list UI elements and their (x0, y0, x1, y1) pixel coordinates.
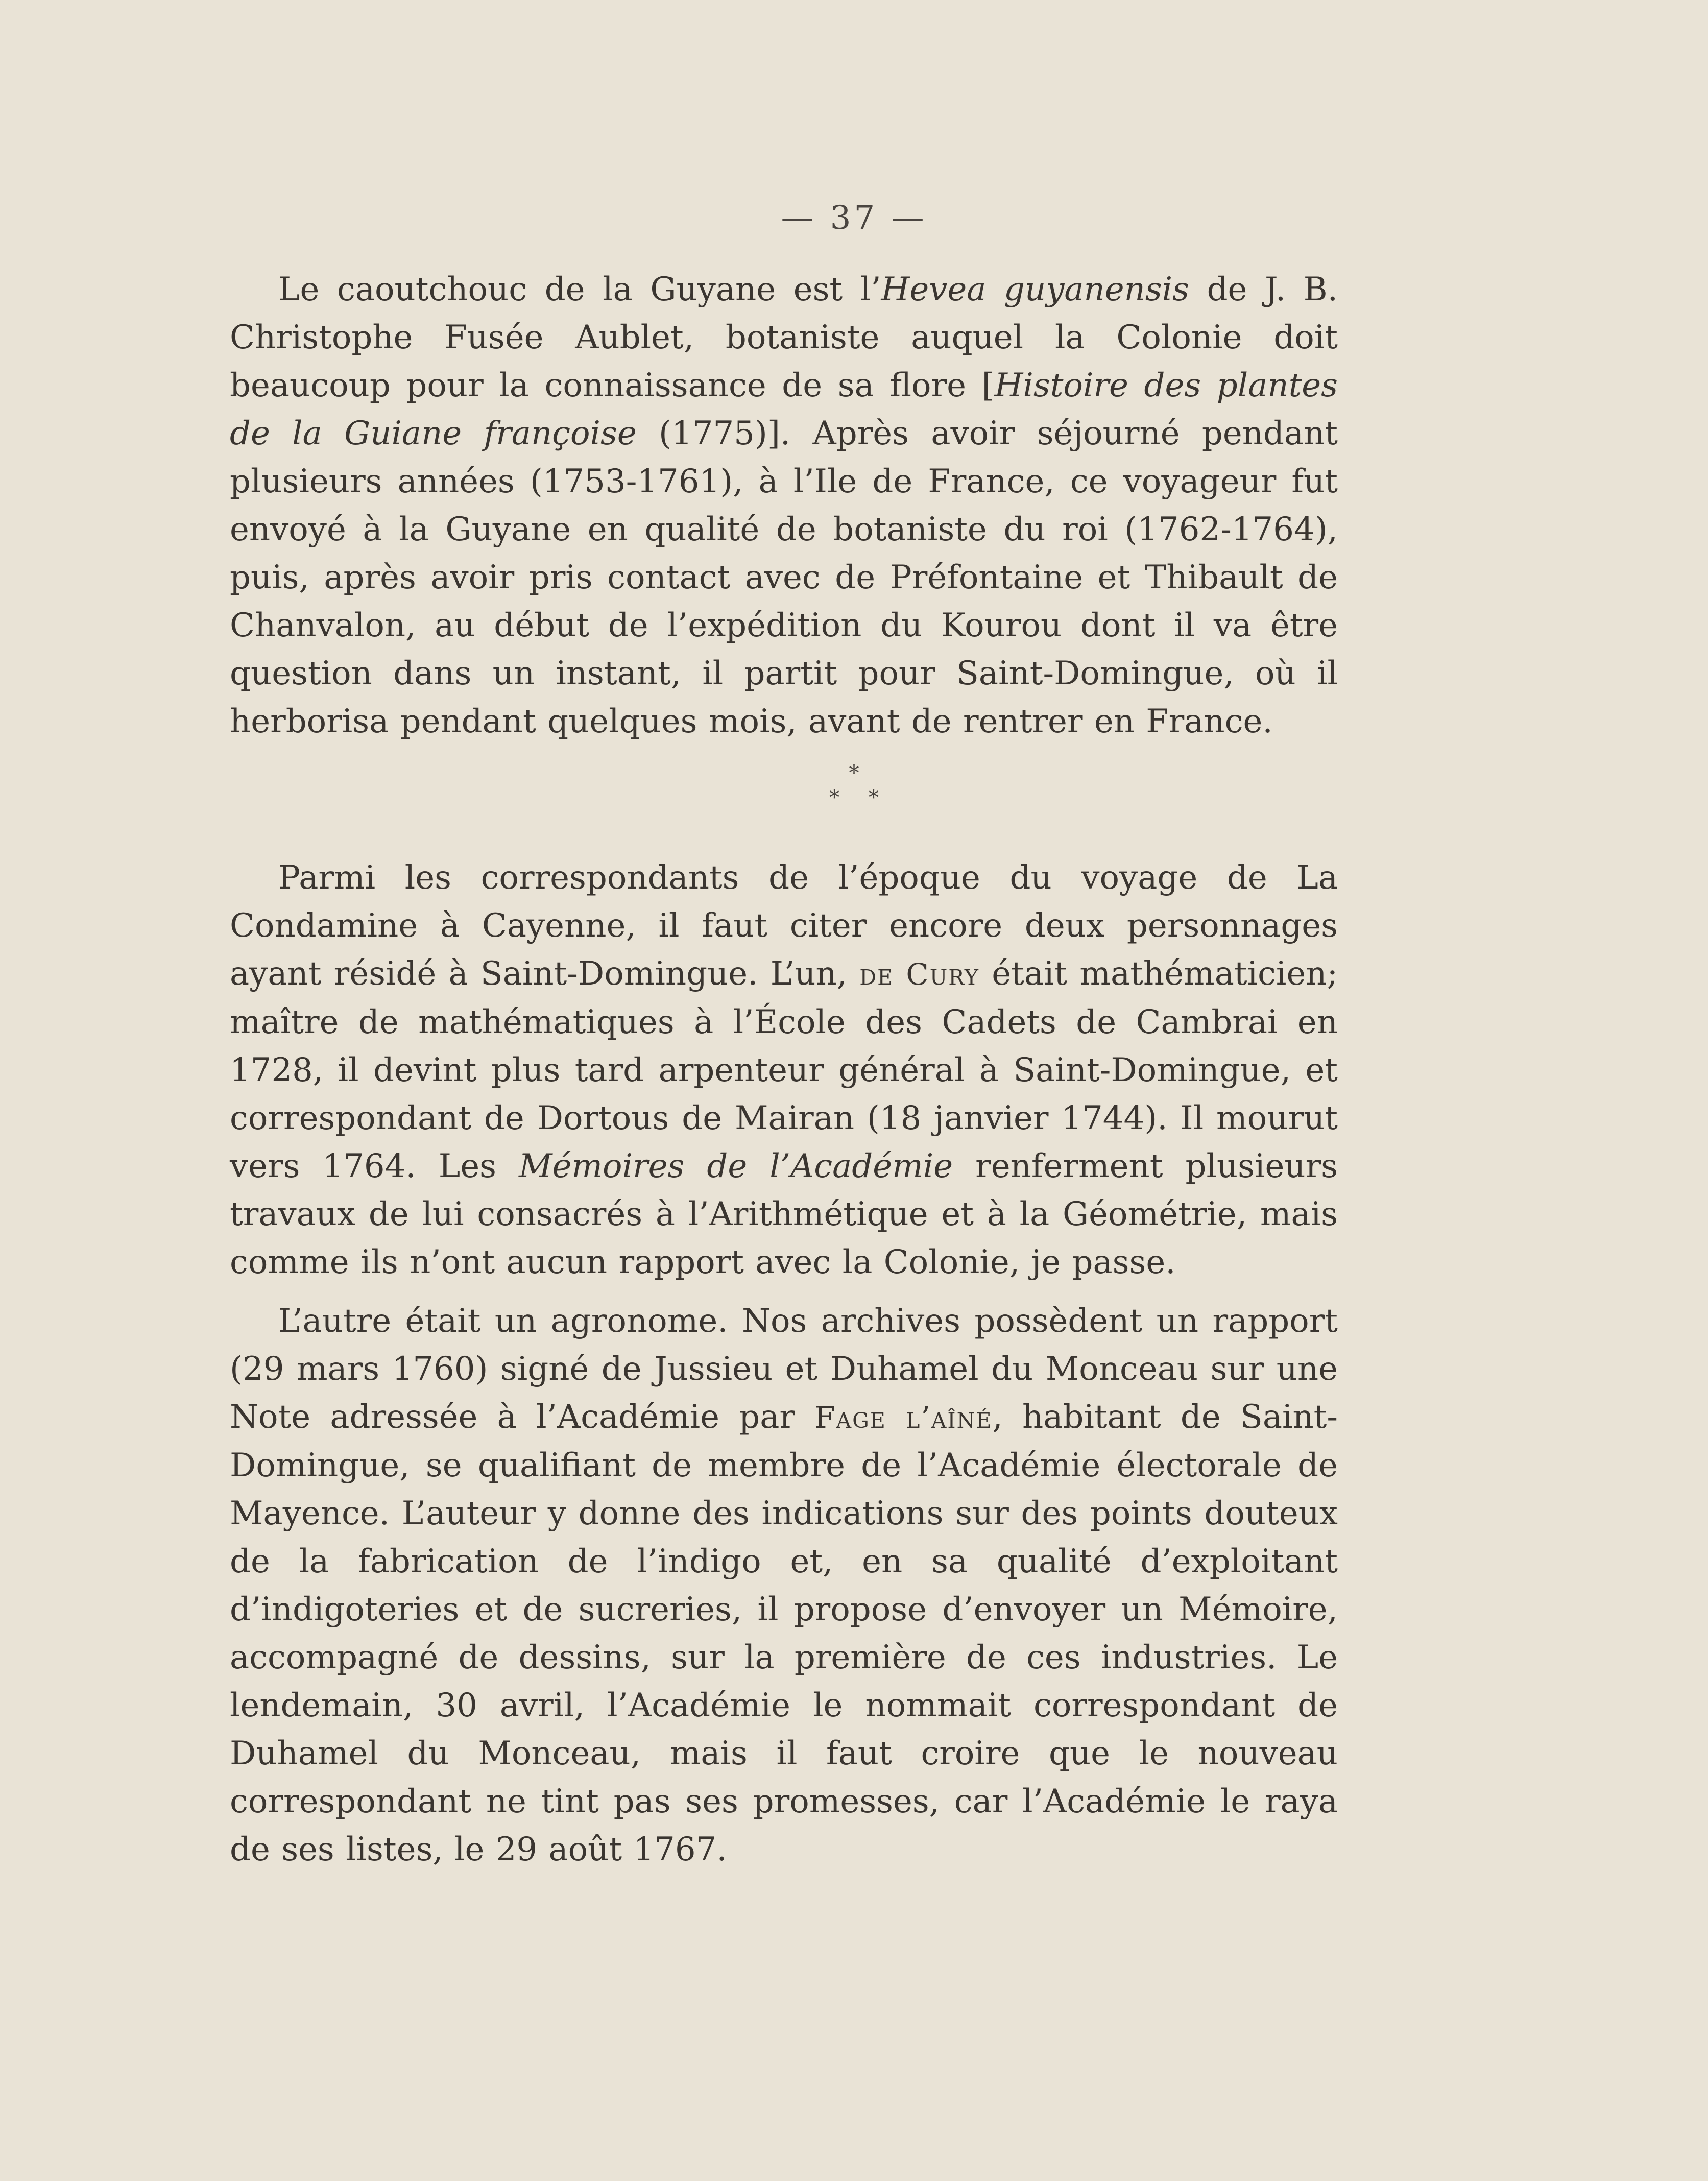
person-name: Fage l’aîné (814, 1400, 993, 1435)
paragraph-segment: renferment plusieurs travaux de lui consacrés à l’Arithmétique et à la Géométrie, mais comme ils n’ont aucun rapport avec la Colonie, je passe. (230, 1147, 1338, 1281)
paragraph-text (230, 1297, 1338, 1874)
paragraph-segment: Parmi les correspondants de l’époque du voyage de La Condamine à Cayenne, il faut citer encore deux personnages ayant résidé à Saint-Domingue. L’un, (230, 859, 1338, 993)
paragraph-fage (230, 1297, 1338, 1874)
paragraph-segment: L’autre était un agronome. Nos archives possèdent un rapport (29 mars 1760) signé de Jussieu et Duhamel du Monceau sur une Note adressée à l’Académie par (230, 1302, 1338, 1436)
paragraph-aublet (230, 266, 1338, 746)
separator-asterisk: * (849, 761, 859, 785)
paragraph-segment: (1775)]. Après avoir séjourné pendant plusieurs années (1753-1761), à l’Ile de France, ce voyageur fut envoyé à la Guyane en qualité de botaniste du roi (1762-1764), puis, après avoir pris contact avec de Préfontaine et Thibault de Chanvalon, au début de l’expédition du Kourou dont il va être question dans un instant, il partit pour Saint-Domingue, où il herborisa pendant quelques mois, avant de rentrer en France. (230, 415, 1338, 740)
paragraph-segment: Le caoutchouc de la Guyane est l’ (278, 271, 881, 308)
paragraph-de-cury (230, 854, 1338, 1286)
book-title: Histoire des plantes de la Guiane françoise (230, 367, 1338, 452)
paragraph-segment: était mathématicien; maître de mathématiques à l’École des Cadets de Cambrai en 1728, il devint plus tard arpenteur général à Saint-Domingue, et correspondant de Dortous de Mairan (18 janvier 1744). Il mourut vers 1764. Les (230, 955, 1338, 1185)
section-separator (0, 761, 1708, 810)
paragraph-text (230, 266, 1338, 746)
publication-title: Mémoires de l’Académie (518, 1147, 953, 1185)
paragraph-text (230, 854, 1338, 1286)
person-name: de Cury (859, 957, 979, 992)
page-number: — 37 — (781, 199, 927, 237)
separator-asterisks: * * (829, 786, 890, 809)
paragraph-segment: , habitant de Saint-Domingue, se qualifiant de membre de l’Académie électorale de Mayence. L’auteur y donne des indications sur des points douteux de la fabrication de l’indigo et, en sa qualité d’exploitant d’indigoteries et de sucreries, il propose d’envoyer un Mémoire, accompagné de dessins, sur la première de ces industries. Le lendemain, 30 avril, l’Académie le nommait correspondant de Duhamel du Monceau, mais il faut croire que le nouveau correspondant ne tint pas ses promesses, car l’Académie le raya de ses listes, le 29 août 1767. (230, 1398, 1338, 1868)
species-name: Hevea guyanensis (881, 271, 1189, 308)
paragraph-segment: de J. B. Christophe Fusée Aublet, botaniste auquel la Colonie doit beaucoup pour la connaissance de sa flore [ (230, 271, 1338, 404)
